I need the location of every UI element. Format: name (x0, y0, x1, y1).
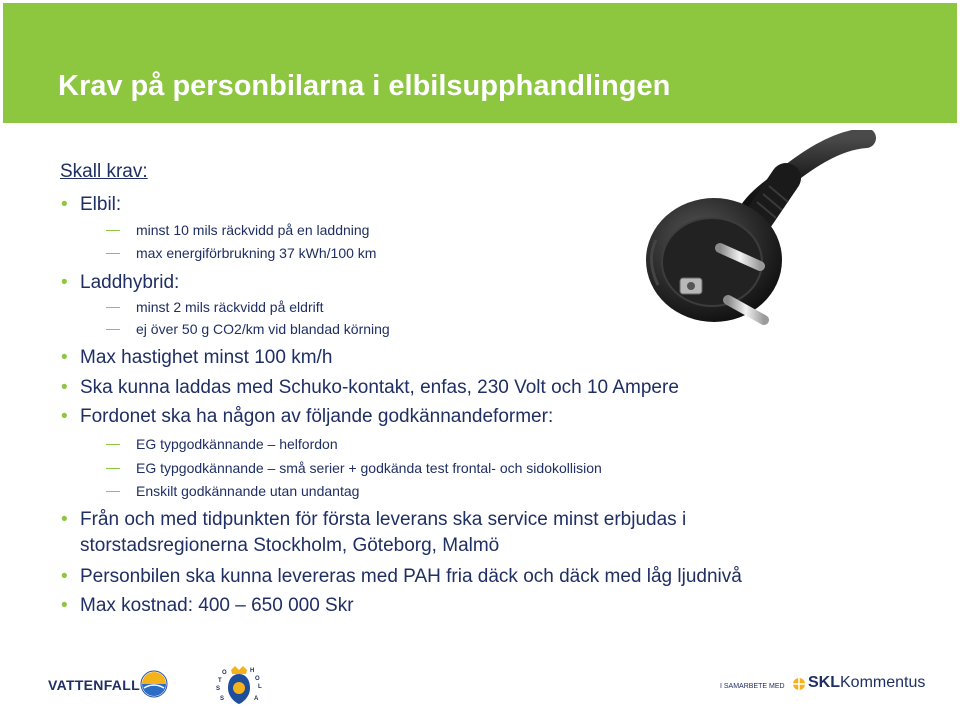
bullet-icon: • (61, 347, 68, 368)
svg-text:H: H (250, 668, 255, 674)
svg-text:L: L (258, 684, 262, 690)
bullet-icon: • (61, 595, 68, 616)
bullet-icon: • (61, 377, 68, 398)
svg-text:T: T (218, 678, 222, 684)
sub-item: EG typgodkännande – små serier + godkända test frontal- och sidokollision (136, 460, 602, 476)
dash-icon (106, 253, 120, 254)
svg-text:A: A (254, 696, 259, 702)
svg-text:O: O (222, 670, 227, 676)
stockholms-stad-seal (210, 660, 268, 706)
bullet-max-kostnad: • Max kostnad: 400 – 650 000 Skr (61, 595, 354, 616)
dash-icon (106, 230, 120, 231)
vattenfall-logo: VATTENFALL (48, 677, 140, 693)
vattenfall-emblem-icon (140, 670, 168, 698)
subtitle: Skall krav: (60, 161, 148, 182)
bullet-godkannande: • Fordonet ska ha någon av följande godkännandeformer: (61, 406, 554, 427)
sub-item: minst 10 mils räckvidd på en laddning (136, 222, 369, 238)
schuko-plug-image (636, 130, 876, 345)
sub-item: ej över 50 g CO2/km vid blandad körning (136, 321, 390, 337)
dash-icon (106, 468, 120, 469)
bullet-service: • Från och med tidpunkten för första leverans ska service minst erbjudas i (61, 509, 687, 530)
dash-icon (106, 307, 120, 308)
svg-text:S: S (220, 696, 225, 702)
dash-icon (106, 329, 120, 330)
bullet-max-hastighet: • Max hastighet minst 100 km/h (61, 347, 333, 368)
bullet-icon: • (61, 272, 68, 293)
slide-title: Krav på personbilarna i elbilsupphandlingen (58, 70, 671, 102)
bullet-icon: • (61, 406, 68, 427)
skl-emblem-icon (792, 676, 806, 692)
bullet-schuko: • Ska kunna laddas med Schuko-kontakt, enfas, 230 Volt och 10 Ampere (61, 377, 679, 398)
bullet-icon: • (61, 509, 68, 530)
bullet-laddhybrid: • Laddhybrid: (61, 272, 180, 293)
bullet-icon: • (61, 566, 68, 587)
dash-icon (106, 444, 120, 445)
svg-text:O: O (255, 676, 260, 682)
collaboration-label: I SAMARBETE MED (720, 683, 785, 690)
svg-text:S: S (216, 686, 221, 692)
sub-item: minst 2 mils räckvidd på eldrift (136, 299, 324, 315)
bullet-service-cont: storstadsregionerna Stockholm, Göteborg, Malmö (80, 535, 500, 556)
sub-item: EG typgodkännande – helfordon (136, 436, 338, 452)
sub-item: Enskilt godkännande utan undantag (136, 483, 359, 499)
dash-icon (106, 491, 120, 492)
bullet-icon: • (61, 194, 68, 215)
sub-item: max energiförbrukning 37 kWh/100 km (136, 245, 376, 261)
title-bar (3, 3, 957, 123)
bullet-elbil: • Elbil: (61, 194, 122, 215)
bullet-pah: • Personbilen ska kunna levereras med PAH fria däck och däck med låg ljudnivå (61, 566, 742, 587)
skl-kommentus-logo: SKLKommentus (808, 674, 926, 691)
